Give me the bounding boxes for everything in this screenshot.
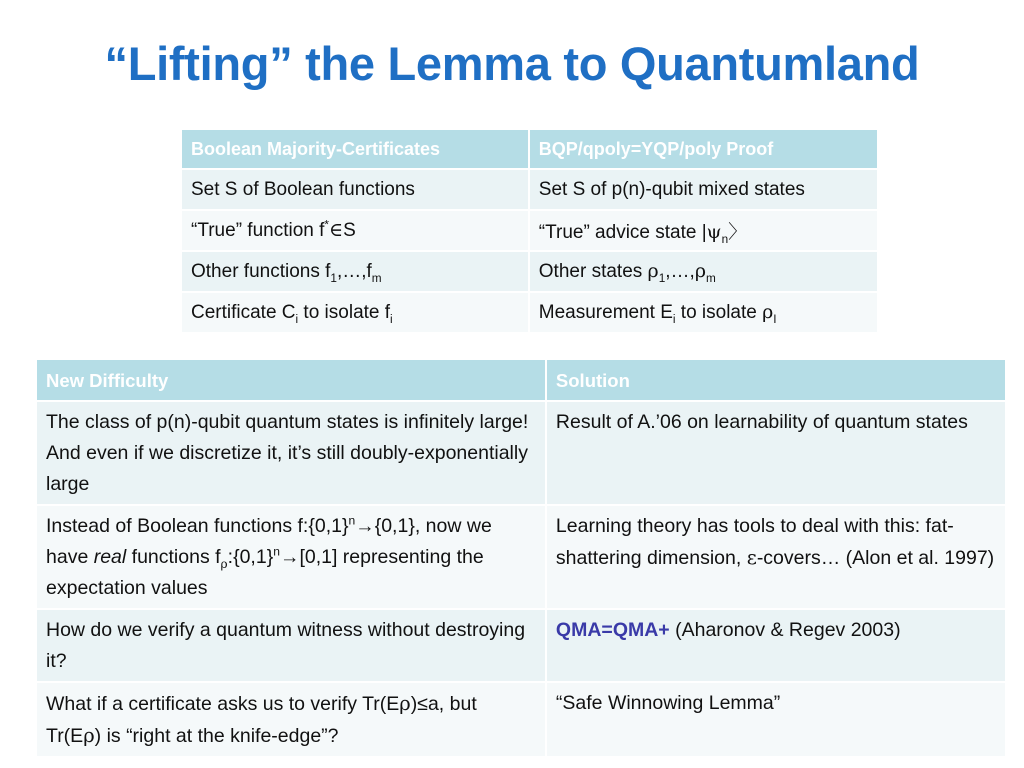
table-cell: Set S of Boolean functions: [181, 169, 529, 210]
table-row: [36, 401, 1006, 505]
header-solution: Solution: [546, 359, 1006, 401]
table-row: [181, 169, 878, 210]
slide-title: “Lifting” the Lemma to Quantumland: [104, 37, 920, 90]
header-bqp-proof: BQP/qpoly=YQP/poly Proof: [529, 129, 878, 169]
difficulty-cell: Instead of Boolean functions $f:\{0,1\}^n\to\{0,1\}$, now we have real functions $f_\rho:\{0,1\}^n\to[0,1]$ representing the expectation values: [36, 505, 546, 609]
header-new-difficulty: New Difficulty: [36, 359, 546, 401]
solution-cell: QMA=QMA+ (Aharonov & Regev 2003): [546, 609, 1006, 682]
table-row: [181, 251, 878, 292]
table-cell: Other functions $f_1,\dots,f_m$: [181, 251, 529, 292]
table-row: [36, 505, 1006, 609]
table-cell: Set S of p(n)-qubit mixed states: [529, 169, 878, 210]
table-row: [181, 292, 878, 333]
table-header-row: [181, 129, 878, 169]
comparison-table: [180, 128, 879, 334]
table-cell: Other states $\rho_1,\dots,\rho_m$: [529, 251, 878, 292]
table-cell: Measurement $E_i$ to isolate $\rho_I$: [529, 292, 878, 333]
table-cell: Certificate $C_i$ to isolate $f_i$: [181, 292, 529, 333]
solution-cell: “Safe Winnowing Lemma”: [546, 682, 1006, 757]
solution-cell: Learning theory has tools to deal with this: fat-shattering dimension, ε-covers… (Alon et al. 1997): [546, 505, 1006, 609]
table-row: [36, 609, 1006, 682]
difficulty-solution-table: [35, 358, 1007, 758]
table-row: [181, 210, 878, 251]
table-cell: “True” function f*∈S: [181, 210, 529, 251]
table-cell: “True” advice state $|\psi_n$〉: [529, 210, 878, 251]
solution-cell: Result of A.’06 on learnability of quantum states: [546, 401, 1006, 505]
difficulty-cell: The class of p(n)-qubit quantum states is infinitely large! And even if we discretize it, it’s still doubly-exponentially large: [36, 401, 546, 505]
table-row: [36, 682, 1006, 757]
header-boolean-majority-certificates: Boolean Majority-Certificates: [181, 129, 529, 169]
difficulty-cell: How do we verify a quantum witness without destroying it?: [36, 609, 546, 682]
difficulty-cell: What if a certificate asks us to verify Tr(Eρ)≤a, but Tr(Eρ) is “right at the knife-edge”?: [36, 682, 546, 757]
table-header-row: [36, 359, 1006, 401]
